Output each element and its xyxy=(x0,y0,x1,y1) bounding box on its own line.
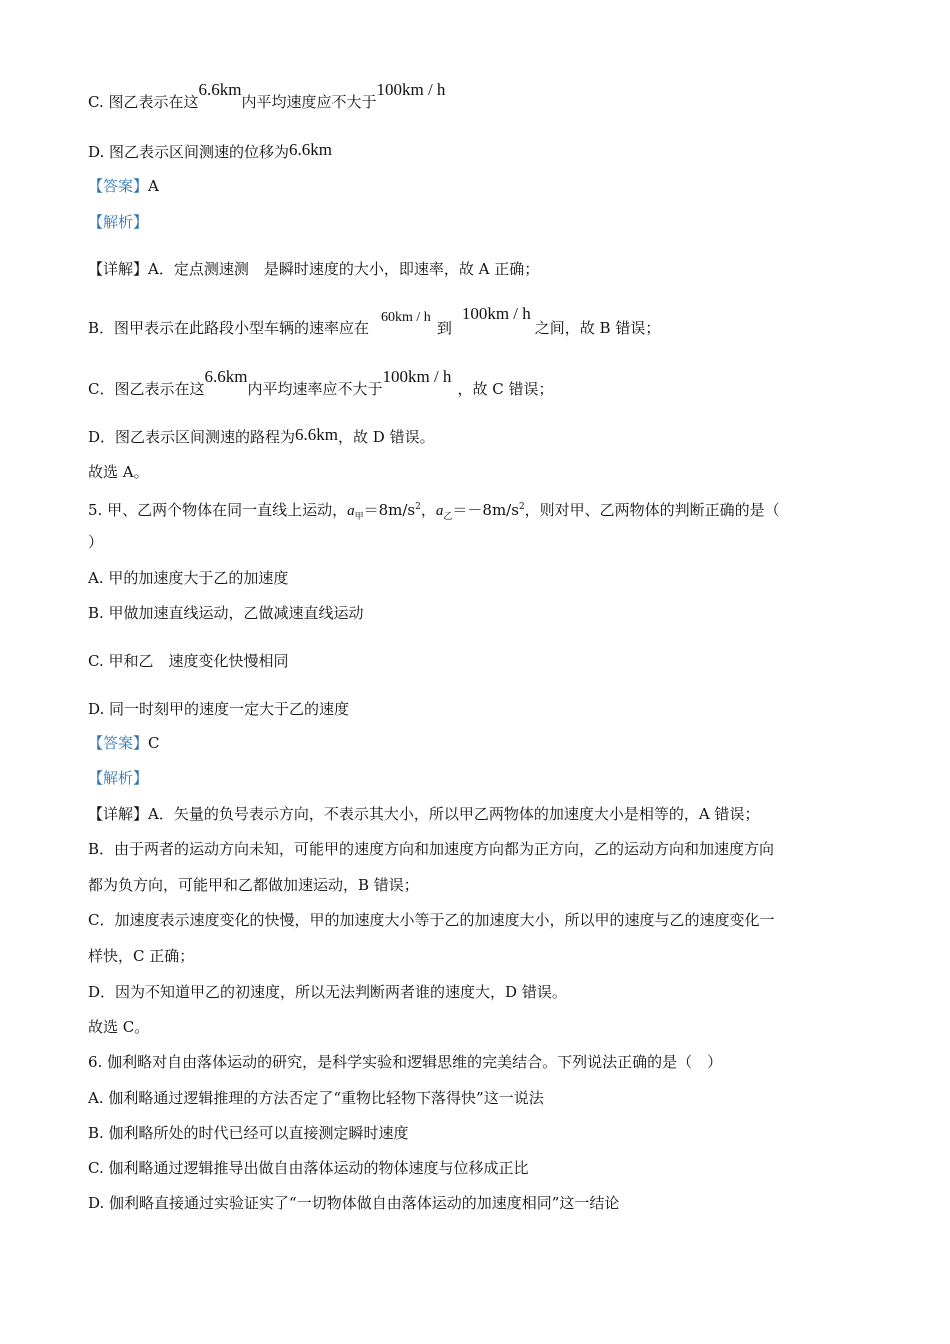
answer-tag: 【答案】 xyxy=(88,177,149,195)
stem-text: 5. 甲、乙两个物体在同一直线上运动， xyxy=(88,501,348,519)
detail-text: C．图乙表示在这 xyxy=(88,380,205,398)
option-text: 内平均速度应不大于 xyxy=(241,93,377,111)
accel-symbol: a xyxy=(435,503,444,519)
q4-detail-b xyxy=(88,304,661,340)
analysis-tag: 【解析】 xyxy=(88,213,149,231)
detail-text: D．图乙表示区间测速的路程为 xyxy=(88,428,296,446)
q5-stem xyxy=(88,497,780,527)
detail-text: 之间，故 B 错误； xyxy=(534,319,661,337)
math-value: ＝8m/s xyxy=(363,501,416,519)
q4-detail-a: 【详解】A．定点测速测 是瞬时速度的大小，即速率，故 A 正确； xyxy=(88,260,540,278)
math-value: 100km / h xyxy=(382,367,452,386)
answer-value: C xyxy=(148,734,160,752)
math-value: 6.6km xyxy=(295,425,339,444)
q5-option-d: D. 同一时刻甲的速度一定大于乙的速度 xyxy=(88,700,350,718)
q4-option-d xyxy=(88,142,332,162)
q5-detail-line: 样快，C 正确； xyxy=(88,947,195,965)
subscript: 乙 xyxy=(443,512,453,522)
math-value: ＝－8m/s xyxy=(452,501,519,519)
q6-option-b: B. 伽利略所处的时代已经可以直接测定瞬时速度 xyxy=(88,1124,409,1142)
answer-tag: 【答案】 xyxy=(88,734,149,752)
q5-option-a: A. 甲的加速度大于乙的加速度 xyxy=(88,569,289,587)
superscript: 2 xyxy=(518,502,525,512)
analysis-tag: 【解析】 xyxy=(88,769,149,787)
q4-detail-d xyxy=(88,427,435,447)
detail-text: ，故 D 错误。 xyxy=(338,428,435,446)
q6-stem: 6. 伽利略对自由落体运动的研究，是科学实验和逻辑思维的完美结合。下列说法正确的是（ ） xyxy=(88,1053,723,1071)
detail-text: 到 xyxy=(436,319,452,337)
q6-option-c: C. 伽利略通过逻辑推导出做自由落体运动的物体速度与位移成正比 xyxy=(88,1159,529,1177)
option-text: C. 图乙表示在这 xyxy=(88,93,199,111)
q6-option-d: D. 伽利略直接通过实验证实了“一切物体做自由落体运动的加速度相同”这一结论 xyxy=(88,1194,620,1212)
q5-conclusion: 故选 C。 xyxy=(88,1018,150,1036)
detail-text: B．图甲表示在此路段小型车辆的速率应在 xyxy=(88,319,370,337)
q5-option-b: B. 甲做加速直线运动，乙做减速直线运动 xyxy=(88,604,364,622)
q5-analysis-tag xyxy=(88,768,148,788)
option-text: D. 图乙表示区间测速的位移为 xyxy=(88,143,290,161)
math-value: 100km / h xyxy=(376,80,446,99)
math-value: 6.6km xyxy=(204,367,248,386)
q4-option-c xyxy=(88,80,446,112)
answer-value: A xyxy=(148,177,159,195)
math-value: 60km / h xyxy=(381,310,431,325)
stem-text: ，则对甲、乙两物体的判断正确的是（ xyxy=(524,501,780,519)
q5-detail-line: 都为负方向，可能甲和乙都做加速运动，B 错误； xyxy=(88,876,419,894)
q5-detail-line: C．加速度表示速度变化的快慢，甲的加速度大小等于乙的加速度大小，所以甲的速度与乙的速度变化一 xyxy=(88,911,775,929)
q4-answer xyxy=(88,176,159,196)
detail-text: 内平均速率应不大于 xyxy=(247,380,383,398)
math-value: 6.6km xyxy=(289,140,333,159)
q5-detail-line: 【详解】A．矢量的负号表示方向，不表示其大小，所以甲乙两物体的加速度大小是相等的，A 错误； xyxy=(88,805,760,823)
accel-symbol: a xyxy=(347,503,355,519)
separator: ， xyxy=(420,501,436,519)
q5-detail-line: B．由于两者的运动方向未知，可能甲的速度方向和加速度方向都为正方向，乙的运动方向和加速度方向 xyxy=(88,840,775,858)
math-value: 100km / h xyxy=(461,304,531,323)
q4-conclusion: 故选 A。 xyxy=(88,463,149,481)
q5-stem-close: ） xyxy=(88,533,104,551)
q5-answer xyxy=(88,733,160,753)
q5-detail-line: D．因为不知道甲乙的初速度，所以无法判断两者谁的速度大，D 错误。 xyxy=(88,983,567,1001)
detail-text: ，故 C 错误； xyxy=(457,380,554,398)
superscript: 2 xyxy=(415,502,421,512)
q4-analysis-tag xyxy=(88,212,148,232)
q6-option-a: A. 伽利略通过逻辑推理的方法否定了“重物比轻物下落得快”这一说法 xyxy=(88,1089,544,1107)
subscript: 甲 xyxy=(354,512,364,522)
q5-option-c: C. 甲和乙 速度变化快慢相同 xyxy=(88,652,289,670)
q4-detail-c xyxy=(88,367,554,399)
math-value: 6.6km xyxy=(198,80,242,99)
